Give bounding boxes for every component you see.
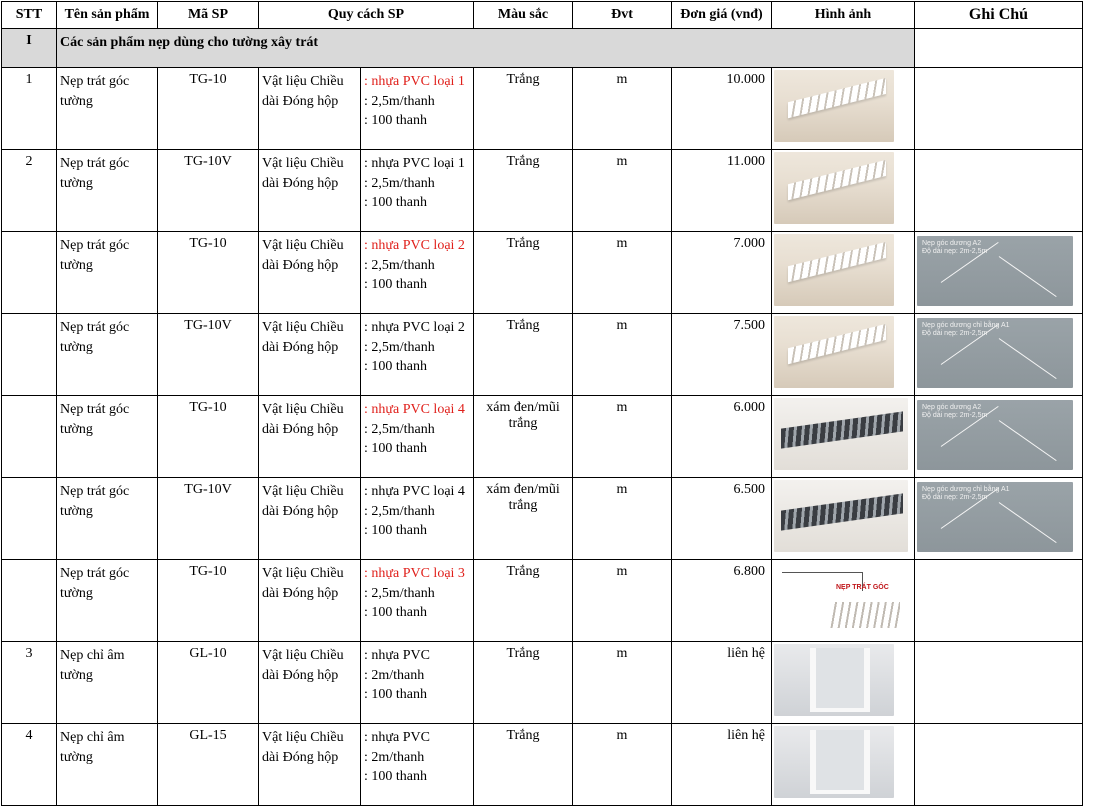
row-note-cell	[915, 150, 1083, 232]
row-product-name: Nẹp chỉ âm tường	[57, 724, 158, 806]
row-product-image-cell	[772, 232, 915, 314]
row-color: Trắng	[474, 68, 573, 150]
product-photo	[774, 152, 894, 224]
row-color: xám đen/mũi trắng	[474, 478, 573, 560]
row-unit: m	[573, 232, 672, 314]
spec-length: : 2,5m/thanh	[364, 175, 435, 191]
table-row	[2, 478, 1083, 560]
spec-box: : 100 thanh	[364, 605, 427, 620]
table-row	[2, 642, 1083, 724]
row-stt	[2, 232, 57, 314]
row-unit: m	[573, 396, 672, 478]
note-sketch-image	[917, 236, 1073, 306]
header-stt: STT	[2, 2, 57, 29]
spec-length: : 2,5m/thanh	[364, 339, 435, 355]
row-stt: 3	[2, 642, 57, 724]
product-photo	[774, 480, 908, 552]
row-stt	[2, 314, 57, 396]
spec-box: : 100 thanh	[364, 441, 427, 456]
row-stt	[2, 478, 57, 560]
row-unit: m	[573, 724, 672, 806]
row-price: liên hệ	[672, 724, 772, 806]
row-product-name: Nẹp trát góc tường	[57, 314, 158, 396]
spec-length: : 2,5m/thanh	[364, 421, 435, 437]
row-product-name: Nẹp trát góc tường	[57, 478, 158, 560]
spec-box: : 100 thanh	[364, 523, 427, 538]
spec-material: : nhựa PVC loại 3	[364, 566, 465, 581]
row-spec-labels: Vật liệu Chiều dài Đóng hộp	[259, 396, 361, 478]
spec-material: : nhựa PVC loại 2	[364, 320, 465, 335]
row-note-cell	[915, 478, 1083, 560]
product-photo	[774, 316, 894, 388]
section-title: Các sản phẩm nẹp dùng cho tường xây trát	[57, 29, 915, 68]
row-product-code: TG-10V	[158, 478, 259, 560]
header-code: Mã SP	[158, 2, 259, 29]
row-color: Trắng	[474, 724, 573, 806]
row-note-cell	[915, 396, 1083, 478]
spec-box: : 100 thanh	[364, 113, 427, 128]
row-product-code: TG-10	[158, 68, 259, 150]
product-photo	[774, 644, 894, 716]
row-spec-labels: Vật liệu Chiều dài Đóng hộp	[259, 232, 361, 314]
row-product-name: Nẹp chỉ âm tường	[57, 642, 158, 724]
note-sketch-image	[917, 318, 1073, 388]
row-spec-values	[361, 68, 474, 150]
header-spec: Quy cách SP	[259, 2, 474, 29]
row-price: 10.000	[672, 68, 772, 150]
product-photo	[774, 398, 908, 470]
row-spec-values	[361, 724, 474, 806]
note-sketch-line	[999, 338, 1057, 379]
table-row	[2, 150, 1083, 232]
row-unit: m	[573, 68, 672, 150]
spec-material: : nhựa PVC loại 1	[364, 156, 465, 171]
row-spec-labels: Vật liệu Chiều dài Đóng hộp	[259, 560, 361, 642]
row-spec-labels: Vật liệu Chiều dài Đóng hộp	[259, 314, 361, 396]
note-sketch-line	[999, 256, 1057, 297]
row-product-code: TG-10	[158, 232, 259, 314]
row-product-image-cell	[772, 396, 915, 478]
note-sketch-line	[999, 502, 1057, 543]
row-product-name: Nẹp trát góc tường	[57, 560, 158, 642]
row-stt	[2, 560, 57, 642]
row-stt	[2, 396, 57, 478]
row-product-image-cell	[772, 314, 915, 396]
product-photo	[774, 726, 894, 798]
note-sketch-line	[999, 420, 1057, 461]
spec-box: : 100 thanh	[364, 195, 427, 210]
spec-box: : 100 thanh	[364, 769, 427, 784]
row-unit: m	[573, 560, 672, 642]
table-row	[2, 560, 1083, 642]
table-row	[2, 724, 1083, 806]
row-note-cell	[915, 314, 1083, 396]
spec-material: : nhựa PVC loại 2	[364, 238, 465, 253]
spec-material: : nhựa PVC	[364, 730, 430, 745]
row-product-image-cell	[772, 560, 915, 642]
row-unit: m	[573, 642, 672, 724]
row-note-cell	[915, 560, 1083, 642]
row-spec-values	[361, 150, 474, 232]
spec-box: : 100 thanh	[364, 359, 427, 374]
spec-material: : nhựa PVC	[364, 648, 430, 663]
row-stt: 1	[2, 68, 57, 150]
row-color: Trắng	[474, 232, 573, 314]
spec-length: : 2m/thanh	[364, 749, 425, 765]
row-price: 11.000	[672, 150, 772, 232]
row-color: Trắng	[474, 150, 573, 232]
header-image: Hình ảnh	[772, 2, 915, 29]
row-product-name: Nẹp trát góc tường	[57, 68, 158, 150]
row-note-cell	[915, 232, 1083, 314]
row-price: liên hệ	[672, 642, 772, 724]
drawing-label: NẸP TRÁT GÓC	[836, 584, 889, 591]
note-sketch-caption: Nẹp góc dương A2 Độ dài nẹp: 2m-2,5m	[922, 404, 988, 419]
product-drawing	[774, 562, 894, 632]
row-spec-labels: Vật liệu Chiều dài Đóng hộp	[259, 642, 361, 724]
spec-box: : 100 thanh	[364, 687, 427, 702]
row-product-code: TG-10V	[158, 150, 259, 232]
table-row	[2, 396, 1083, 478]
row-color: Trắng	[474, 642, 573, 724]
section-row	[2, 29, 1083, 68]
row-product-image-cell	[772, 642, 915, 724]
row-color: Trắng	[474, 314, 573, 396]
header-unit: Đvt	[573, 2, 672, 29]
table-row	[2, 314, 1083, 396]
row-product-code: TG-10	[158, 560, 259, 642]
row-spec-labels: Vật liệu Chiều dài Đóng hộp	[259, 68, 361, 150]
row-spec-labels: Vật liệu Chiều dài Đóng hộp	[259, 150, 361, 232]
row-price: 7.500	[672, 314, 772, 396]
row-product-name: Nẹp trát góc tường	[57, 232, 158, 314]
row-product-code: GL-15	[158, 724, 259, 806]
row-product-code: GL-10	[158, 642, 259, 724]
row-unit: m	[573, 314, 672, 396]
spec-length: : 2,5m/thanh	[364, 93, 435, 109]
row-spec-values	[361, 314, 474, 396]
row-product-image-cell	[772, 478, 915, 560]
row-spec-labels: Vật liệu Chiều dài Đóng hộp	[259, 478, 361, 560]
spec-length: : 2,5m/thanh	[364, 257, 435, 273]
row-spec-labels: Vật liệu Chiều dài Đóng hộp	[259, 724, 361, 806]
row-color: Trắng	[474, 560, 573, 642]
product-photo	[774, 234, 894, 306]
header-color: Màu sắc	[474, 2, 573, 29]
section-number: I	[2, 29, 57, 68]
row-product-image-cell	[772, 68, 915, 150]
header-note: Ghi Chú	[915, 2, 1083, 29]
spec-length: : 2,5m/thanh	[364, 503, 435, 519]
row-price: 6.000	[672, 396, 772, 478]
row-price: 6.500	[672, 478, 772, 560]
note-sketch-image	[917, 482, 1073, 552]
drawing-mini-photo	[830, 602, 900, 628]
spec-material: : nhựa PVC loại 4	[364, 402, 465, 417]
spec-length: : 2m/thanh	[364, 667, 425, 683]
spec-material: : nhựa PVC loại 4	[364, 484, 465, 499]
row-product-name: Nẹp trát góc tường	[57, 396, 158, 478]
spec-box: : 100 thanh	[364, 277, 427, 292]
section-note-cell	[915, 29, 1083, 68]
row-spec-values	[361, 396, 474, 478]
product-photo	[774, 70, 894, 142]
row-unit: m	[573, 478, 672, 560]
note-sketch-image	[917, 400, 1073, 470]
row-unit: m	[573, 150, 672, 232]
row-spec-values	[361, 232, 474, 314]
row-stt: 2	[2, 150, 57, 232]
row-spec-values	[361, 642, 474, 724]
header-name: Tên sản phẩm	[57, 2, 158, 29]
row-product-code: TG-10V	[158, 314, 259, 396]
table-row	[2, 232, 1083, 314]
table-row	[2, 68, 1083, 150]
row-spec-values	[361, 478, 474, 560]
row-stt: 4	[2, 724, 57, 806]
row-price: 7.000	[672, 232, 772, 314]
row-spec-values	[361, 560, 474, 642]
row-price: 6.800	[672, 560, 772, 642]
row-note-cell	[915, 642, 1083, 724]
product-price-table	[1, 1, 1083, 806]
header-price: Đơn giá (vnđ)	[672, 2, 772, 29]
note-sketch-caption: Nẹp góc dương chỉ bằng A1 Độ dài nẹp: 2m-2,5m	[922, 486, 1010, 501]
note-sketch-caption: Nẹp góc dương chỉ bằng A1 Độ dài nẹp: 2m-2,5m	[922, 322, 1010, 337]
spec-material: : nhựa PVC loại 1	[364, 74, 465, 89]
row-product-code: TG-10	[158, 396, 259, 478]
note-sketch-caption: Nẹp góc dương A2 Độ dài nẹp: 2m-2,5m	[922, 240, 988, 255]
spec-length: : 2,5m/thanh	[364, 585, 435, 601]
header-row	[2, 2, 1083, 29]
row-note-cell	[915, 68, 1083, 150]
row-note-cell	[915, 724, 1083, 806]
row-product-image-cell	[772, 724, 915, 806]
row-color: xám đen/mũi trắng	[474, 396, 573, 478]
row-product-image-cell	[772, 150, 915, 232]
row-product-name: Nẹp trát góc tường	[57, 150, 158, 232]
